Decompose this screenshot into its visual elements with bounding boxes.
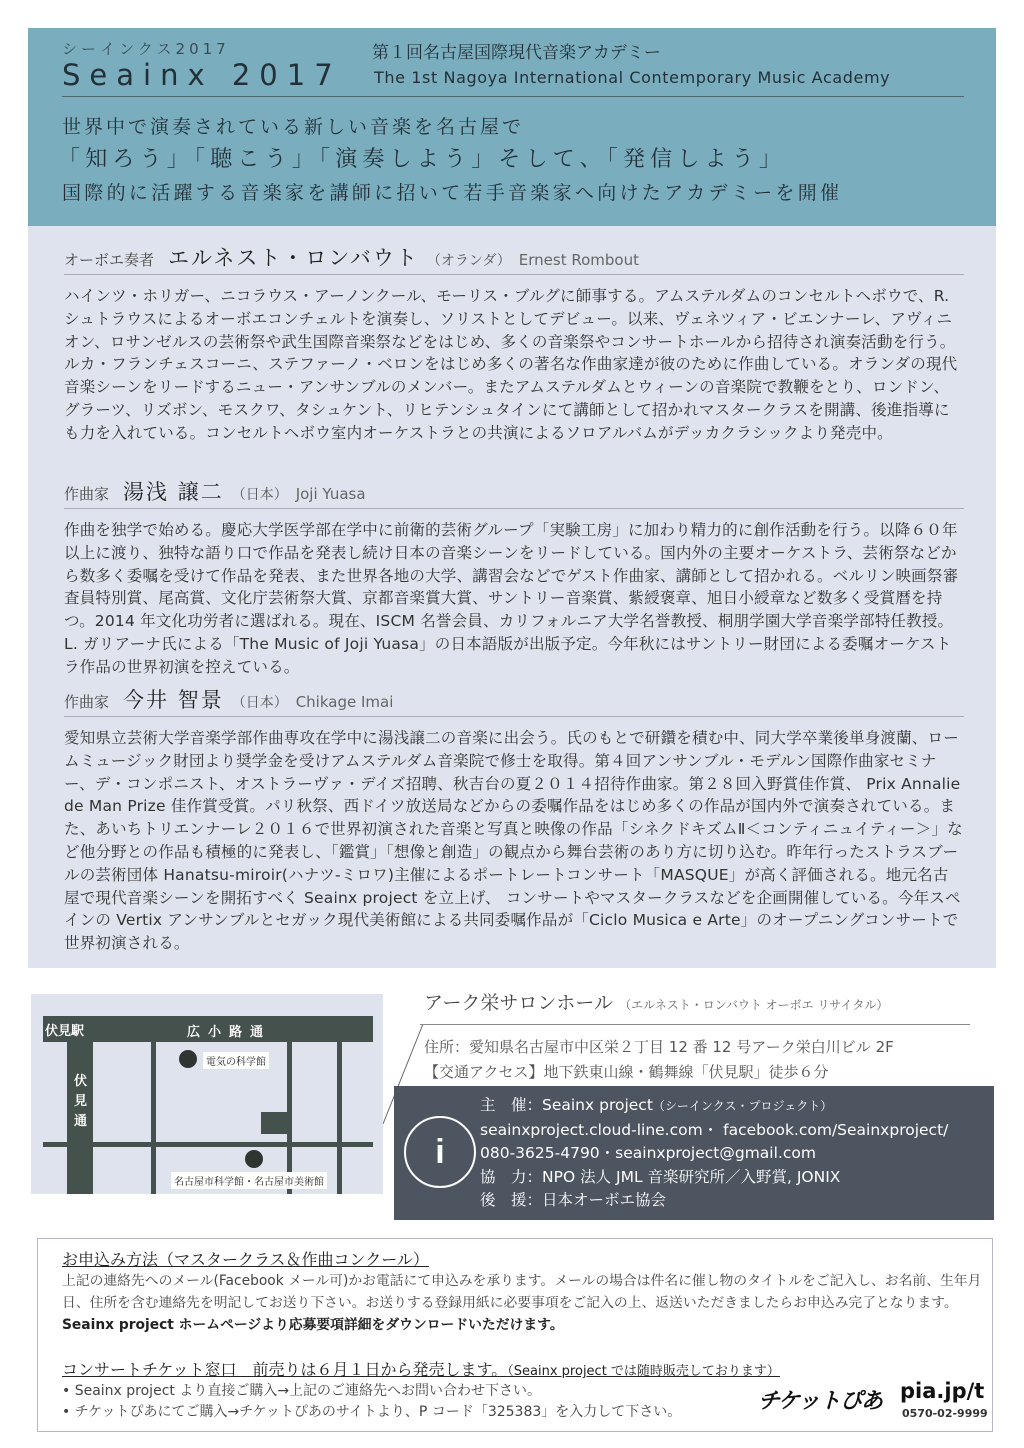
pia-phone: 0570-02-9999 [902,1407,988,1420]
header-divider [62,96,964,97]
event-title: Seainx 2017 [62,58,342,92]
science-museum-dot [179,1050,197,1068]
tickets-title [62,1357,780,1380]
profile-role: 作曲家 [64,693,110,711]
web-links[interactable]: seainxproject.cloud-line.com・ facebook.com/Seainxproject/ [480,1120,949,1139]
profile-name-en: Ernest Rombout [518,251,640,269]
profile-rombout [64,242,964,445]
title-kana: シーインクス2017 [62,40,230,58]
academy-title-jp: 第１回名古屋国際現代音楽アカデミー [372,43,661,63]
profile-name-en: Chikage Imai [295,693,394,711]
header-banner [28,28,996,226]
road-v3 [337,1042,342,1194]
list-item: • チケットぴあにてご購入→チケットぴあのサイトより、P コード「325383」を入力して下さい。 [62,1404,682,1420]
venue-access: 【交通アクセス】地下鉄東山線・鶴舞線「伏見駅」徒歩６分 [424,1063,829,1081]
application-text: 上記の連絡先へのメール(Facebook メール可)かお電話にて申込みを承ります。メールの場合は件名に催し物のタイトルをご記入し、お名前、生年月日、住所を含む連絡先を明記してお送り下さい。お送りする登録用紙に必要事項をご記入の上、返送いただきましたらお申込み完了となります。 [62,1273,982,1311]
organizer-line [480,1094,948,1119]
profile-name: 今井 智景 [123,688,224,712]
profile-name: 湯浅 譲二 [123,480,224,504]
profile-header [64,684,964,716]
tickets-list [62,1381,681,1423]
profile-imai [64,684,964,955]
profile-bio: 愛知県立芸術大学音楽学部作曲専攻在学中に湯浅譲二の音楽に出会う。氏のもとで研鑽を積む中、同大学卒業後単身渡蘭、ロームミュージック財団より奨学金を受けアムステルダム音楽院で修士を取得。第４回アンサンブル・モデルン国際作曲家セミナー、デ・コンポニスト、オストラーヴァ・デイズ招聘、秋吉台の夏２０１４招待作曲家。第２８回入野賞佳作賞、 Prix Annalie de Man Prize 佳作賞受賞。パリ秋祭、西ドイツ放送局などからの委嘱作品をはじめ多くの作品が国内外で演奏されている。また、あいちトリエンナーレ２０１６で世界初演された音楽と写真と映像の作品「シネクドキズムⅡ＜コンティニュイティー＞」など他分野との作品も積極的に発表し、「鑑賞」「想像と創造」の観点から舞台芸術のあり方に切り込む。昨年行ったストラスブールの芸術団体 Hanatsu-miroir(ハナツ-ミロワ)主催によるポートレートコンサート「MASQUE」が高く評価される。地元名古屋で現代音楽シーンを開拓すべく Seainx project を立上げ、 コンサートやマスタークラスなどを企画開催している。今年スペインの Vertix アンサンブルとセガック現代美術館による共同委嘱作品が「Ciclo Musica e Arte」のオープニングコンサートで世界初演される。 [64,729,963,953]
street-fushimi-label: 伏見通 [74,1074,88,1129]
museums-label: 名古屋市科学館・名古屋市美術館 [171,1172,327,1189]
tagline-2: 「知ろう」「聴こう」「演奏しよう」そして、「発信しよう」 [58,147,787,172]
venue-subtitle: （エルネスト・ロンバウト オーボエ リサイタル） [619,998,889,1012]
venue-title [424,988,888,1015]
profile-country: （日本） [231,487,288,503]
profile-header [64,476,964,508]
profiles-section [28,226,996,968]
application-title: お申込み方法（マスタークラス＆作曲コンクール） [62,1250,429,1269]
profile-yuasa [64,476,964,679]
profile-bio: 作曲を独学で始める。慶応大学医学部在学中に前衛的芸術グループ「実験工房」に加わり精力的に創作活動を行う。以降６０年以上に渡り、独特な語り口で作品を発表し続け日本の音楽シーンをリードしている。国内外の主要オーケストラ、芸術祭などから数多く委嘱を受けて作品を発表、また世界各地の大学、講習会などでゲスト作曲家、講師として招かれる。ベルリン映画祭審査員特別賞、尾高賞、文化庁芸術祭大賞、京都音楽賞大賞、サントリー音楽賞、紫綬褒章、旭日小綬章など数多く受賞暦を持つ。2014 年文化功労者に選ばれる。現在、ISCM 名誉会員、カリフォルニア大学名誉教授、桐朋学園大学音楽学部特任教授。L. ガリアーナ氏による「The Music of Joji Yuasa」の日本語版が出版予定。今年秋にはサントリー財団による委嘱オーケストラ作品の世界初演を控えている。 [64,521,959,676]
profile-divider [64,508,964,509]
organizer-sub: （シーインクス・プロジェクト） [652,1099,833,1113]
venue-marker [261,1112,289,1134]
info-icon: i [404,1116,476,1188]
profile-divider [64,274,964,275]
venue-divider [420,1024,970,1025]
road-south [43,1142,373,1147]
venue-map [31,994,383,1194]
application-download-note: Seainx project ホームページより応募要項詳細をダウンロードいただけます。 [62,1317,564,1333]
support-line: 後 援：日本オーボエ協会 [480,1191,667,1209]
station-label: 伏見駅 [45,1024,85,1039]
profile-country: （オランダ） [426,253,511,269]
tickets-note: （Seainx project では随時販売しております） [507,1364,780,1379]
venue-address: 住所：愛知県名古屋市中区栄２丁目 12 番 12 号アーク栄白川ビル 2F [424,1038,894,1056]
info-lines [480,1094,948,1213]
profile-name: エルネスト・ロンバウト [168,246,419,270]
list-item: • Seainx project より直接ご購入→上記のご連絡先へお問い合わせ下さい。 [62,1383,542,1399]
application-body [62,1270,982,1336]
street-hirokoji-label: 広小路通 [187,1025,272,1040]
contact-line[interactable]: 080-3625-4790・seainxproject@gmail.com [480,1144,816,1162]
tagline-1: 世界中で演奏されている新しい音楽を名古屋で [62,116,525,138]
ticket-pia-logo: チケットぴあ [758,1389,883,1414]
tickets-heading: コンサートチケット窓口 前売りは６月１日から発売します。 [62,1360,508,1379]
application-box [37,1238,993,1432]
profile-role: オーボエ奏者 [64,251,155,269]
cooperation-line: 協 力：NPO 法人 JML 音楽研究所／入野賞, JONIX [480,1167,841,1186]
organizer: 主 催：Seainx project [480,1096,653,1114]
museums-dot [245,1150,263,1168]
pia-url[interactable]: pia.jp/t [900,1379,985,1403]
profile-divider [64,716,964,717]
profile-name-en: Joji Yuasa [295,485,366,503]
profile-country: （日本） [231,695,288,711]
academy-title-en: The 1st Nagoya International Contemporary Music Academy [374,68,891,87]
profile-role: 作曲家 [64,485,110,503]
profile-bio: ハインツ・ホリガー、ニコラウス・アーノンクール、モーリス・ブルグに師事する。アムステルダムのコンセルトヘボウで、R.シュトラウスによるオーボエコンチェルトを演奏し、ソリストとしてデビュー。以来、ヴェネツィア・ビエンナーレ、アヴィニオン、ロサンゼルスの芸術祭や武生国際音楽祭などをはじめ、多くの音楽祭やコンサートホールから招待され演奏活動を行う。ルカ・フランチェスコーニ、ステファーノ・ベロンをはじめ多くの著名な作曲家達が彼のために作曲している。オランダの現代音楽シーンをリードするニュー・アンサンブルのメンバー。またアムステルダムとウィーンの音楽院で教鞭をとり、ロンドン、グラーツ、リズボン、モスクワ、タシュケント、リヒテンシュタインにて講師として招かれマスタークラスを開講、後進指導にも力を入れている。コンセルトヘボウ室内オーケストラとの共演によるソロアルバムがデッカクラシックより発売中。 [64,287,958,442]
road-v1 [151,1042,156,1194]
science-museum-label: 電気の科学館 [203,1052,269,1069]
info-box [394,1086,994,1220]
venue-name: アーク栄サロンホール [424,992,614,1014]
tagline-3: 国際的に活躍する音楽家を講師に招いて若手音楽家へ向けたアカデミーを開催 [62,182,843,204]
profile-header [64,242,964,274]
